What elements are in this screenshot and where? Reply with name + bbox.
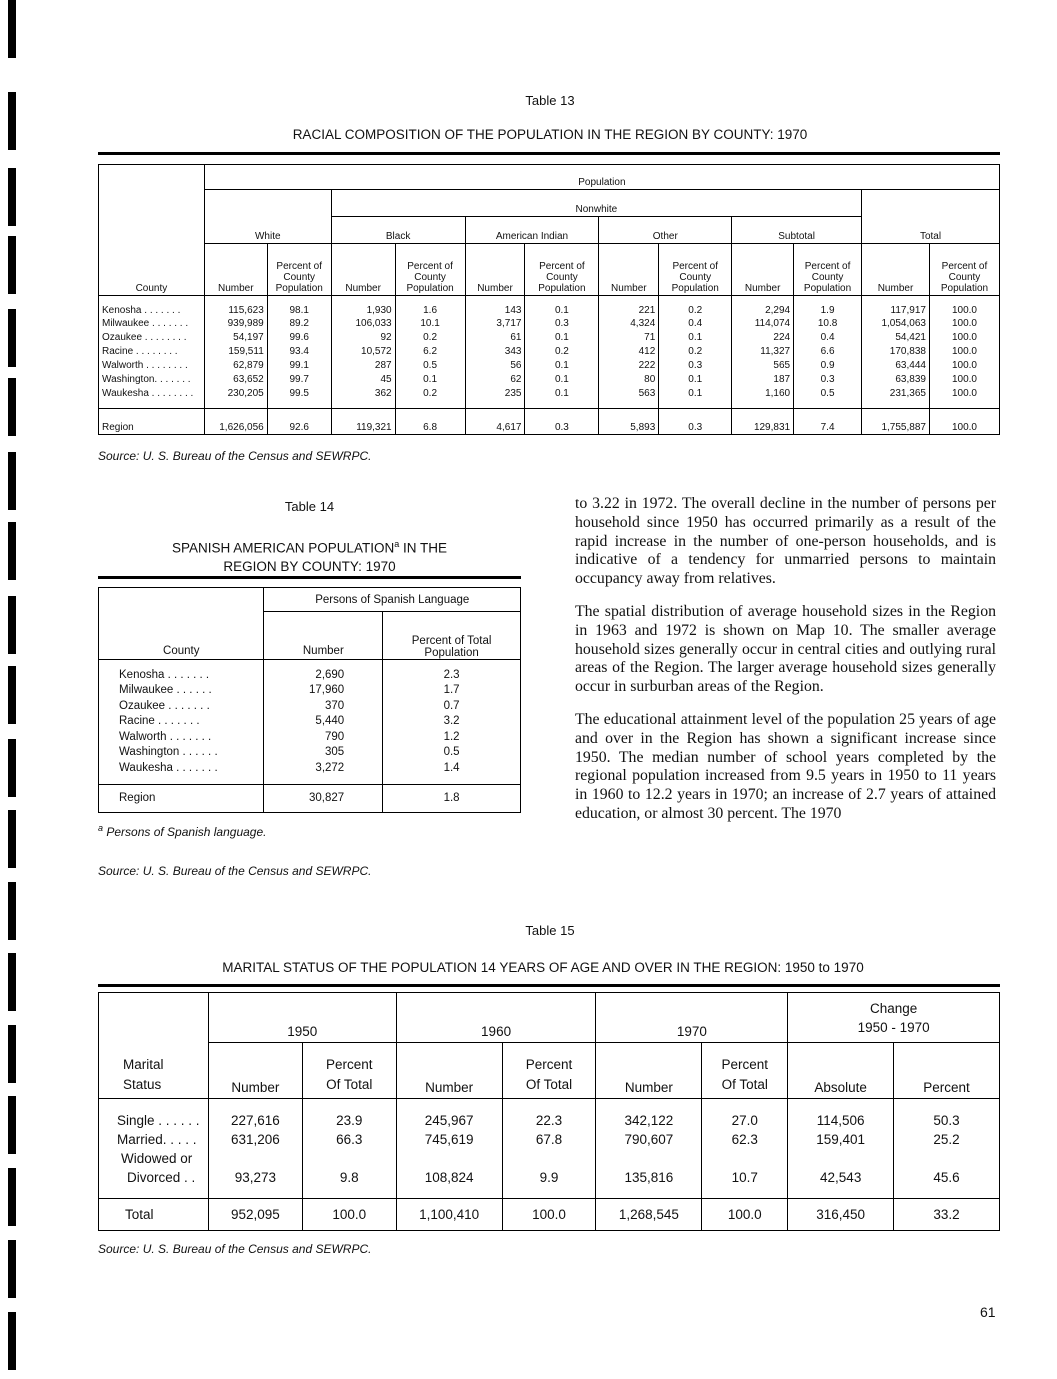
page-number: 61 — [980, 1304, 996, 1320]
t13-header-other: Other — [599, 217, 732, 244]
t13-region-cell: 92.6 — [267, 409, 331, 435]
t14-region-percent: 1.8 — [383, 784, 521, 812]
t15-row-label: Single . . . . . . — [99, 1111, 209, 1130]
t13-county-label: Ozaukee . . . . . . . . — [99, 331, 205, 345]
t13-cell: 1,930 — [331, 304, 395, 318]
t13-cell: 0.1 — [525, 373, 599, 387]
t14-percent: 2.3 — [383, 668, 521, 684]
t14-county-label: Waukesha . . . . . . . — [99, 761, 264, 777]
t14-number: 3,272 — [264, 761, 383, 777]
t14-county-label: Milwaukee . . . . . . — [99, 683, 264, 699]
t13-cell: 114,074 — [732, 317, 794, 331]
t13-region-cell: 6.8 — [395, 409, 465, 435]
t13-cell: 0.3 — [794, 373, 862, 387]
t13-header-county: County — [99, 244, 205, 296]
t15-cell: 135,816 — [596, 1168, 702, 1187]
t13-cell: 62,879 — [204, 359, 267, 373]
t15-header-change-years: 1950 - 1970 — [857, 1019, 930, 1035]
t13-header-population: Population — [204, 165, 999, 190]
t13-cell: 0.1 — [395, 373, 465, 387]
t15-cell: 45.6 — [894, 1168, 1000, 1187]
t15-cell: 10.7 — [702, 1168, 788, 1187]
t13-header-subtotal: Subtotal — [732, 217, 862, 244]
t13-cell: 563 — [599, 387, 659, 401]
t15-cell: 22.3 — [502, 1111, 596, 1130]
table14-footnote — [98, 823, 266, 839]
table14-label: Table 14 — [284, 499, 335, 514]
t13-cell: 0.9 — [794, 359, 862, 373]
binding-mark — [8, 1240, 16, 1298]
t15-header-of-total: Of Total — [525, 1077, 573, 1092]
t14-number: 2,690 — [264, 668, 383, 684]
t14-percent: 1.2 — [383, 730, 521, 746]
t13-header-percent: Percent of County Population — [525, 244, 599, 296]
t15-header-absolute: Absolute — [788, 1043, 894, 1099]
t14-header-number: Number — [264, 612, 383, 660]
t15-header-percent: Percent — [325, 1057, 373, 1072]
t15-row — [99, 1111, 1000, 1130]
t15-cell: 62.3 — [702, 1130, 788, 1149]
t13-cell: 0.1 — [525, 331, 599, 345]
t13-cell: 71 — [599, 331, 659, 345]
t15-header-of-total: Of Total — [721, 1077, 768, 1092]
t15-cell: 790,607 — [596, 1130, 702, 1149]
t14-row — [99, 683, 521, 699]
t14-county-label: Ozaukee . . . . . . . — [99, 699, 264, 715]
t13-cell: 0.3 — [525, 317, 599, 331]
t15-cell: 159,401 — [788, 1130, 894, 1149]
t13-county-label: Racine . . . . . . . . — [99, 345, 205, 359]
t14-percent: 1.7 — [383, 683, 521, 699]
binding-mark — [8, 1025, 16, 1083]
t13-cell: 1,160 — [732, 387, 794, 401]
t14-region-label: Region — [99, 784, 264, 812]
t13-cell: 0.2 — [525, 345, 599, 359]
t13-cell: 0.3 — [659, 359, 732, 373]
t13-cell: 0.2 — [659, 345, 732, 359]
t15-cell: 25.2 — [894, 1130, 1000, 1149]
t13-header-number: Number — [862, 244, 930, 296]
t13-cell: 170,838 — [862, 345, 930, 359]
t13-region-label: Region — [99, 409, 205, 435]
t13-cell: 63,444 — [862, 359, 930, 373]
t13-cell: 0.1 — [659, 373, 732, 387]
t13-cell: 187 — [732, 373, 794, 387]
t13-header-number: Number — [599, 244, 659, 296]
t13-cell: 3,717 — [465, 317, 525, 331]
t13-cell: 0.5 — [395, 359, 465, 373]
t15-total-cell: 316,450 — [788, 1199, 894, 1231]
t15-row — [99, 1130, 1000, 1149]
t15-header-change — [788, 993, 1000, 1043]
t15-cell: 745,619 — [396, 1130, 502, 1149]
t14-number: 790 — [264, 730, 383, 746]
t15-cell: 108,824 — [396, 1168, 502, 1187]
t13-region-cell: 1,755,887 — [862, 409, 930, 435]
t13-county-label: Waukesha . . . . . . . . — [99, 387, 205, 401]
t15-header-1960: 1960 — [396, 993, 596, 1043]
t15-header-change-label: Change — [869, 1000, 918, 1016]
t13-cell: 89.2 — [267, 317, 331, 331]
t15-header-number: Number — [596, 1043, 702, 1099]
t13-header-percent: Percent of County Population — [267, 244, 331, 296]
t15-cell: 67.8 — [502, 1130, 596, 1149]
t15-header-percent: Percent — [525, 1057, 573, 1072]
t14-number: 305 — [264, 745, 383, 761]
t13-row — [99, 359, 1000, 373]
t14-percent: 1.4 — [383, 761, 521, 777]
table14-title-footnote-mark: a — [394, 539, 400, 549]
t13-cell: 115,623 — [204, 304, 267, 318]
t13-region-cell: 5,893 — [599, 409, 659, 435]
t13-header-total: Total — [862, 217, 1000, 244]
t15-total-cell: 100.0 — [302, 1199, 396, 1231]
t13-region-cell: 100.0 — [929, 409, 999, 435]
t13-cell: 224 — [732, 331, 794, 345]
t13-cell: 0.1 — [659, 331, 732, 345]
binding-mark — [8, 810, 16, 868]
table13-source: Source: U. S. Bureau of the Census and SEWRPC. — [98, 449, 372, 463]
table14-footnote-text: Persons of Spanish language. — [106, 825, 267, 839]
t15-header-number: Number — [208, 1043, 302, 1099]
t14-county-label: Walworth . . . . . . . — [99, 730, 264, 746]
table15-label: Table 15 — [525, 923, 575, 938]
t13-row — [99, 331, 1000, 345]
table14-source: Source: U. S. Bureau of the Census and SEWRPC. — [98, 864, 372, 878]
table14 — [98, 587, 521, 813]
t15-cell: 27.0 — [702, 1111, 788, 1130]
table14-title-part2: IN THE — [399, 540, 448, 556]
t15-row-label: Divorced . . — [99, 1168, 209, 1187]
t15-total-cell: 100.0 — [702, 1199, 788, 1231]
table14-title-line2: REGION BY COUNTY: 1970 — [223, 558, 396, 574]
t13-cell: 0.1 — [525, 387, 599, 401]
t13-header-percent: Percent of County Population — [395, 244, 465, 296]
t14-number: 370 — [264, 699, 383, 715]
t13-cell: 1,054,063 — [862, 317, 930, 331]
t15-cell: 23.9 — [302, 1111, 396, 1130]
table14-title-part1: SPANISH AMERICAN POPULATION — [171, 540, 395, 556]
t13-cell: 222 — [599, 359, 659, 373]
t13-corner — [99, 165, 205, 190]
t13-cell: 343 — [465, 345, 525, 359]
t13-cell: 63,652 — [204, 373, 267, 387]
t13-cell: 0.1 — [525, 359, 599, 373]
t13-cell: 6.6 — [794, 345, 862, 359]
t13-row — [99, 317, 1000, 331]
t13-cell: 4,324 — [599, 317, 659, 331]
t13-cell: 92 — [331, 331, 395, 345]
t14-header-persons: Persons of Spanish Language — [264, 588, 521, 612]
table14-footnote-mark: a — [98, 823, 104, 833]
t13-cell: 159,511 — [204, 345, 267, 359]
t13-cell: 100.0 — [929, 387, 999, 401]
t14-row — [99, 745, 521, 761]
binding-mark — [8, 0, 16, 58]
t15-header-marital-status — [99, 1043, 209, 1099]
t15-cell: 42,543 — [788, 1168, 894, 1187]
t13-cell: 231,365 — [862, 387, 930, 401]
t14-region-number: 30,827 — [264, 784, 383, 812]
t14-row — [99, 730, 521, 746]
t13-region-cell: 129,831 — [732, 409, 794, 435]
t13-row — [99, 387, 1000, 401]
t13-cell: 11,327 — [732, 345, 794, 359]
t13-county-label: Washington. . . . . . . — [99, 373, 205, 387]
t13-cell: 10,572 — [331, 345, 395, 359]
t13-header-number: Number — [331, 244, 395, 296]
t13-region-cell: 119,321 — [331, 409, 395, 435]
t13-row — [99, 345, 1000, 359]
t13-cell: 99.6 — [267, 331, 331, 345]
t13-row — [99, 304, 1000, 318]
t13-cell: 10.1 — [395, 317, 465, 331]
t15-header-marital: Marital — [123, 1057, 164, 1072]
t15-cell: 9.9 — [502, 1168, 596, 1187]
t13-cell: 0.1 — [525, 304, 599, 318]
t13-cell: 2,294 — [732, 304, 794, 318]
t13-county-label: Milwaukee . . . . . . . — [99, 317, 205, 331]
body-text — [575, 495, 996, 838]
t13-region-cell: 0.3 — [659, 409, 732, 435]
table15-top-rule — [98, 984, 1000, 987]
binding-mark — [8, 596, 16, 654]
t13-cell: 0.1 — [659, 387, 732, 401]
t15-widowed-label: Widowed or — [99, 1149, 209, 1168]
binding-mark — [8, 452, 16, 510]
t15-header-percent-change: Percent — [894, 1043, 1000, 1099]
t13-cell: 0.2 — [395, 387, 465, 401]
t15-header-percent-of-total — [302, 1043, 396, 1099]
t13-cell: 412 — [599, 345, 659, 359]
t13-header-number: Number — [465, 244, 525, 296]
t15-header-1970: 1970 — [596, 993, 788, 1043]
t13-cell: 0.2 — [395, 331, 465, 345]
t13-cell: 221 — [599, 304, 659, 318]
binding-mark — [8, 522, 16, 580]
t13-cell: 10.8 — [794, 317, 862, 331]
table15 — [98, 992, 1000, 1231]
t13-cell: 100.0 — [929, 317, 999, 331]
binding-mark — [8, 309, 16, 367]
table13-label: Table 13 — [525, 93, 575, 108]
t15-cell: 66.3 — [302, 1130, 396, 1149]
t13-cell: 106,033 — [331, 317, 395, 331]
t13-cell: 63,839 — [862, 373, 930, 387]
t15-total-cell: 100.0 — [502, 1199, 596, 1231]
t13-cell: 565 — [732, 359, 794, 373]
t13-cell: 100.0 — [929, 345, 999, 359]
binding-mark — [8, 1096, 16, 1154]
t13-header-white: White — [204, 217, 331, 244]
t14-county-label: Racine . . . . . . . — [99, 714, 264, 730]
t14-percent: 3.2 — [383, 714, 521, 730]
t14-number: 17,960 — [264, 683, 383, 699]
t15-header-number: Number — [396, 1043, 502, 1099]
t15-cell: 631,206 — [208, 1130, 302, 1149]
t13-cell: 61 — [465, 331, 525, 345]
table15-source: Source: U. S. Bureau of the Census and SEWRPC. — [98, 1242, 372, 1256]
t13-cell: 287 — [331, 359, 395, 373]
t15-cell: 9.8 — [302, 1168, 396, 1187]
t13-region-cell: 4,617 — [465, 409, 525, 435]
t13-header-percent: Percent of County Population — [794, 244, 862, 296]
t14-row — [99, 714, 521, 730]
t13-cell: 54,197 — [204, 331, 267, 345]
t13-cell: 939,989 — [204, 317, 267, 331]
t15-row-label: Married. . . . . — [99, 1130, 209, 1149]
t14-row — [99, 761, 521, 777]
table15-title: MARITAL STATUS OF THE POPULATION 14 YEARS OF AGE AND OVER IN THE REGION: 1950 to 1970 — [222, 960, 864, 975]
table13-top-rule — [98, 152, 1000, 155]
t15-header-1950: 1950 — [208, 993, 396, 1043]
t14-county-label: Kenosha . . . . . . . — [99, 668, 264, 684]
t13-region-cell: 7.4 — [794, 409, 862, 435]
t14-number: 5,440 — [264, 714, 383, 730]
t13-cell: 100.0 — [929, 359, 999, 373]
t14-header-percent: Percent of Total Population — [383, 612, 521, 660]
t15-total-cell: 33.2 — [894, 1199, 1000, 1231]
binding-mark — [8, 168, 16, 226]
t15-cell: 114,506 — [788, 1111, 894, 1130]
t15-total-cell: 1,100,410 — [396, 1199, 502, 1231]
t13-cell: 62 — [465, 373, 525, 387]
binding-mark — [8, 739, 16, 797]
t15-cell: 245,967 — [396, 1111, 502, 1130]
t13-cell: 362 — [331, 387, 395, 401]
table14-top-rule — [98, 576, 521, 579]
t13-cell: 99.5 — [267, 387, 331, 401]
t13-header-number: Number — [732, 244, 794, 296]
t15-cell: 50.3 — [894, 1111, 1000, 1130]
binding-mark — [8, 378, 16, 436]
body-paragraph: The spatial distribution of average household sizes in the Region in 1963 and 1972 is shown on Map 10. The smaller average household sizes generally occur in central cities and outlying rural areas of the Region. The larger average household sizes generally occur in surburban areas of the Region. — [575, 602, 996, 696]
t15-header-percent-of-total — [502, 1043, 596, 1099]
t13-header-black: Black — [331, 217, 465, 244]
t13-county-label: Kenosha . . . . . . . — [99, 304, 205, 318]
t14-county-label: Washington . . . . . . — [99, 745, 264, 761]
t13-cell: 0.4 — [659, 317, 732, 331]
t13-cell: 45 — [331, 373, 395, 387]
binding-mark — [8, 1168, 16, 1226]
binding-mark — [8, 666, 16, 724]
binding-mark — [8, 236, 16, 294]
t15-header-percent-of-total — [702, 1043, 788, 1099]
t13-cell: 100.0 — [929, 304, 999, 318]
t15-cell: 342,122 — [596, 1111, 702, 1130]
t13-row — [99, 373, 1000, 387]
t13-cell: 117,917 — [862, 304, 930, 318]
t13-header-number: Number — [204, 244, 267, 296]
t13-region-cell: 0.3 — [525, 409, 599, 435]
t13-cell: 100.0 — [929, 373, 999, 387]
t13-cell: 143 — [465, 304, 525, 318]
t15-header-percent: Percent — [721, 1057, 769, 1072]
t13-cell: 98.1 — [267, 304, 331, 318]
t13-county-label: Walworth . . . . . . . . — [99, 359, 205, 373]
t14-percent: 0.7 — [383, 699, 521, 715]
t14-header-county: County — [99, 612, 264, 660]
t13-cell: 1.9 — [794, 304, 862, 318]
t14-row — [99, 668, 521, 684]
t15-total-label: Total — [99, 1199, 209, 1231]
t15-header-of-total: Of Total — [326, 1077, 373, 1092]
t13-header-american-indian: American Indian — [465, 217, 599, 244]
t13-cell: 54,421 — [862, 331, 930, 345]
t13-header-percent: Percent of County Population — [929, 244, 999, 296]
t14-percent: 0.5 — [383, 745, 521, 761]
t13-cell: 230,205 — [204, 387, 267, 401]
t13-cell: 0.4 — [794, 331, 862, 345]
t13-header-nonwhite: Nonwhite — [331, 190, 861, 217]
t13-region-cell: 1,626,056 — [204, 409, 267, 435]
t15-cell: 93,273 — [208, 1168, 302, 1187]
t13-cell: 235 — [465, 387, 525, 401]
table13 — [98, 164, 1000, 435]
t13-cell: 99.1 — [267, 359, 331, 373]
t15-total-cell: 952,095 — [208, 1199, 302, 1231]
t15-cell: 227,616 — [208, 1111, 302, 1130]
t13-cell: 0.2 — [659, 304, 732, 318]
t14-row — [99, 699, 521, 715]
t13-cell: 56 — [465, 359, 525, 373]
t13-cell: 80 — [599, 373, 659, 387]
body-paragraph: to 3.22 in 1972. The overall decline in the number of persons per household since 1950 has occurred primarily as a result of the rapid increase in the number of one-person households, and is indicative of a tendency for unmarried persons to maintain occupancy away from relatives. — [575, 495, 996, 588]
t13-cell: 0.5 — [794, 387, 862, 401]
t13-cell: 100.0 — [929, 331, 999, 345]
t15-header-status: Status — [123, 1077, 162, 1092]
t13-header-percent: Percent of County Population — [659, 244, 732, 296]
table14-title — [98, 535, 521, 576]
t13-cell: 1.6 — [395, 304, 465, 318]
body-paragraph: The educational attainment level of the population 25 years of age and over in the Region has shown a significant increase since 1950. The median number of school years completed by the regional population increased from 9.5 years in 1950 to 11 years in 1960 to 12.2 years in 1970; an increase of 2.7 years of attained education, or almost 30 percent. The 1970 — [575, 710, 996, 822]
table13-title: RACIAL COMPOSITION OF THE POPULATION IN THE REGION BY COUNTY: 1970 — [292, 127, 808, 142]
t13-cell: 6.2 — [395, 345, 465, 359]
t13-cell: 99.7 — [267, 373, 331, 387]
t15-total-cell: 1,268,545 — [596, 1199, 702, 1231]
binding-mark — [8, 1312, 16, 1370]
t13-cell: 93.4 — [267, 345, 331, 359]
